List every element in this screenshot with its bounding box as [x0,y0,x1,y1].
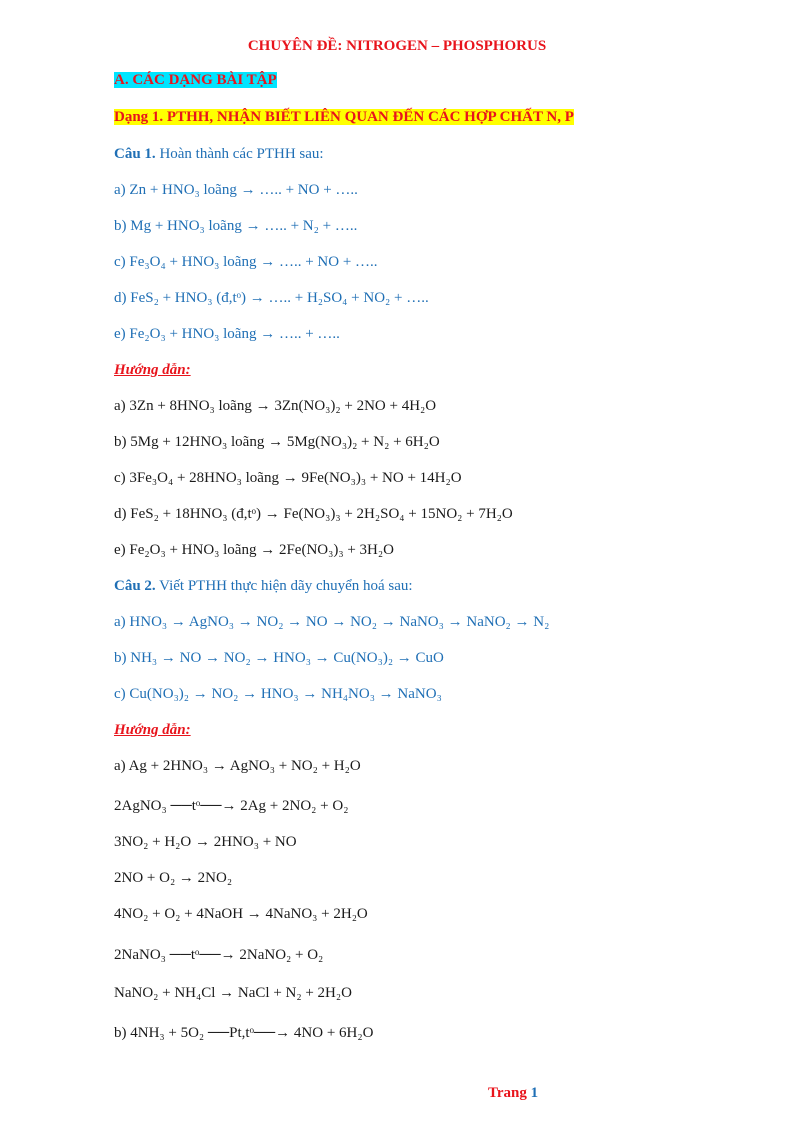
question-1-item-b: b) Mg + HNO₃ loãng → ….. + N₂ + ….. [114,218,358,234]
section-heading [114,70,277,90]
answer-2-a4: 2NO + O₂ → 2NO₂ [114,870,233,886]
question-2-label: Câu 2. [114,578,156,594]
question-1-text: Hoàn thành các PTHH sau: [155,146,324,162]
answer-1-a: a) 3Zn + 8HNO₃ loãng → 3Zn(NO₃)₂ + 2NO + 4H₂O [114,398,437,414]
dang1-label: Dạng 1. PTHH, NHẬN BIẾT LIÊN QUAN ĐẾN CÁC HỢP CHẤT N, P [114,109,574,125]
answer-1-e: e) Fe₂O₃ + HNO₃ loãng → 2Fe(NO₃)₃ + 3H₂O [114,542,394,558]
answer-1-d: d) FeS₂ + 18HNO₃ (đ,tᵒ) → Fe(NO₃)₃ + 2H₂SO₄ + 15NO₂ + 7H₂O [114,506,513,522]
answer-1-c: c) 3Fe₃O₄ + 28HNO₃ loãng → 9Fe(NO₃)₃ + NO + 14H₂O [114,470,462,486]
answer-2-a7: NaNO₂ + NH₄Cl → NaCl + N₂ + 2H₂O [114,985,352,1001]
answer-2-a1: a) Ag + 2HNO₃ → AgNO₃ + NO₂ + H₂O [114,758,361,774]
question-1-item-d: d) FeS₂ + HNO₃ (đ,tᵒ) → ….. + H₂SO₄ + NO₂ + ….. [114,290,429,306]
question-2-item-a: a) HNO₃ → AgNO₃ → NO₂ → NO → NO₂ → NaNO₃ → NaNO₂ → N₂ [114,614,550,630]
section-a-label: A. CÁC DẠNG BÀI TẬP [114,72,277,88]
question-2-item-c: c) Cu(NO₃)₂ → NO₂ → HNO₃ → NH₄NO₃ → NaNO₃ [114,686,442,702]
question-1-label: Câu 1. [114,146,156,162]
question-2-item-b: b) NH₃ → NO → NO₂ → HNO₃ → Cu(NO₃)₂ → CuO [114,650,444,666]
question-1-item-e: e) Fe₂O₃ + HNO₃ loãng → ….. + ….. [114,326,340,342]
guide-label-2: Hướng dẫn: [114,722,191,738]
question-1 [114,144,324,164]
answer-2-a6: 2NaNO₃ ──tᵒ──→ 2NaNO₂ + O₂ [114,947,324,963]
answer-2-b1: b) 4NH₃ + 5O₂ ──Pt,tᵒ──→ 4NO + 6H₂O [114,1025,374,1041]
footer-label: Trang [488,1085,531,1101]
answer-2-a2: 2AgNO₃ ──tᵒ──→ 2Ag + 2NO₂ + O₂ [114,798,349,814]
answer-2-a5: 4NO₂ + O₂ + 4NaOH → 4NaNO₃ + 2H₂O [114,906,368,922]
page-title: CHUYÊN ĐỀ: NITROGEN – PHOSPHORUS [247,38,547,54]
question-2 [114,576,413,596]
guide-label-1: Hướng dẫn: [114,362,191,378]
type-heading [114,107,574,127]
question-2-text: Viết PTHH thực hiện dãy chuyển hoá sau: [155,578,413,594]
page-footer [488,1085,538,1102]
answer-2-a3: 3NO₂ + H₂O → 2HNO₃ + NO [114,834,297,850]
answer-1-b: b) 5Mg + 12HNO₃ loãng → 5Mg(NO₃)₂ + N₂ + 6H₂O [114,434,440,450]
question-1-item-a: a) Zn + HNO₃ loãng → ….. + NO + ….. [114,182,358,198]
question-1-item-c: c) Fe₃O₄ + HNO₃ loãng → ….. + NO + ….. [114,254,378,270]
page-number: 1 [530,1085,539,1101]
